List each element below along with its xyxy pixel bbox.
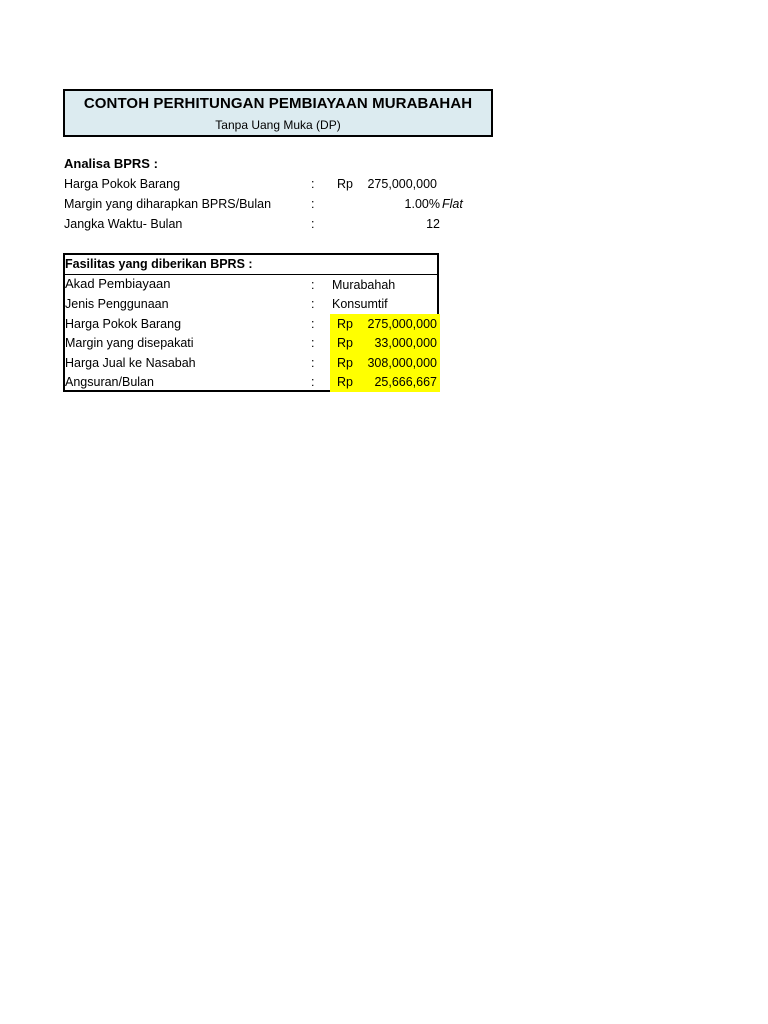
analisa-row-label: Margin yang diharapkan BPRS/Bulan: [64, 197, 272, 211]
analisa-row-value: 12: [426, 217, 440, 231]
analisa-heading: Analisa BPRS :: [64, 156, 158, 171]
fasilitas-row-label: Margin yang disepakati: [65, 336, 194, 350]
analisa-row-suffix: Flat: [442, 197, 463, 211]
fasilitas-row-value: 25,666,667: [374, 375, 437, 389]
fasilitas-row-label: Jenis Penggunaan: [65, 297, 169, 311]
analisa-row-sep: :: [311, 217, 315, 231]
analisa-row-currency: Rp: [337, 177, 353, 191]
fasilitas-row-currency: Rp: [337, 317, 353, 331]
analisa-row-value: 1.00%: [404, 197, 440, 211]
fasilitas-row-value: 308,000,000: [367, 356, 437, 370]
fasilitas-row-sep: :: [311, 317, 315, 331]
fasilitas-row-currency: Rp: [337, 356, 353, 370]
fasilitas-row-sep: :: [311, 375, 315, 389]
fasilitas-row-value: Konsumtif: [332, 297, 388, 311]
fasilitas-row-sep: :: [311, 278, 315, 292]
page-title: CONTOH PERHITUNGAN PEMBIAYAAN MURABAHAH: [83, 95, 473, 112]
fasilitas-row-sep: :: [311, 336, 315, 350]
fasilitas-header-divider: [65, 274, 437, 275]
fasilitas-row-value: 275,000,000: [367, 317, 437, 331]
analisa-row-sep: :: [311, 197, 315, 211]
fasilitas-row-value: Murabahah: [332, 278, 396, 292]
fasilitas-row-label: Angsuran/Bulan: [65, 375, 154, 389]
fasilitas-row-sep: :: [311, 297, 315, 311]
fasilitas-row-label: Harga Jual ke Nasabah: [65, 356, 196, 370]
fasilitas-row-currency: Rp: [337, 336, 353, 350]
analisa-row-value: 275,000,000: [367, 177, 437, 191]
page-subtitle: Tanpa Uang Muka (DP): [215, 118, 341, 132]
fasilitas-row-label: Akad Pembiayaan: [65, 276, 171, 291]
analisa-row-sep: :: [311, 177, 315, 191]
fasilitas-row-sep: :: [311, 356, 315, 370]
fasilitas-heading: Fasilitas yang diberikan BPRS :: [65, 257, 253, 271]
fasilitas-row-currency: Rp: [337, 375, 353, 389]
analisa-row-label: Harga Pokok Barang: [64, 177, 181, 191]
fasilitas-row-label: Harga Pokok Barang: [65, 317, 182, 331]
analisa-row-label: Jangka Waktu- Bulan: [64, 217, 183, 231]
title-box: [63, 89, 493, 137]
fasilitas-row-value: 33,000,000: [374, 336, 437, 350]
